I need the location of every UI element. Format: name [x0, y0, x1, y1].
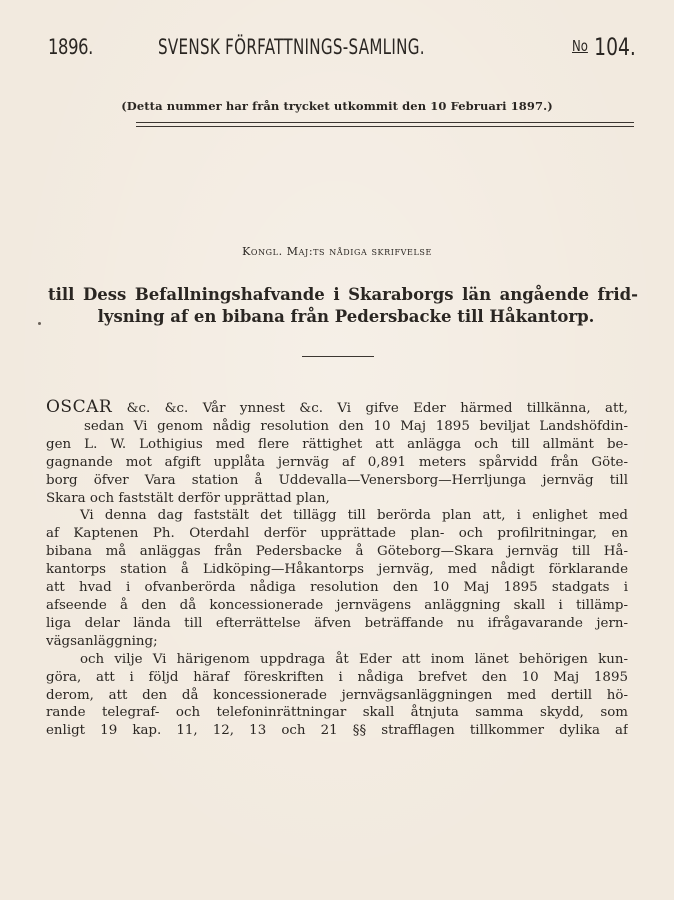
body-line: kantorps station å Lidköping—Håkantorps jernväg, med nådigt förklarande	[46, 562, 628, 578]
body-line: derom, att den då koncessionerade jernvägsanläggningen med dertill hö-	[46, 687, 628, 703]
body-line: sedan Vi genom nådig resolution den 10 Maj 1895 beviljat Landshöfdin-	[84, 418, 628, 434]
subject-line-1: till Dess Befallningshafvande i Skaraborgs län angående frid-	[48, 285, 638, 304]
body-text	[46, 399, 628, 740]
body-line: att hvad i ofvanberörda nådiga resolution den 10 Maj 1895 stadgats i	[46, 580, 628, 596]
body-line: gagnande mot afgift upplåta jernväg af 0,891 meters spårvidd från Göte-	[46, 454, 628, 470]
oscar-word: OSCAR	[46, 399, 113, 417]
body-line: borg öfver Vara station å Uddevalla—Venersborg—Herrljunga jernväg till	[46, 472, 628, 488]
body-line: af Kaptenen Ph. Oterdahl derför upprättade plan- och profilritningar, en	[46, 526, 628, 542]
subject-line-2: lysning af en bibana från Pedersbacke till Håkantorp.	[97, 307, 595, 326]
body-line: och vilje Vi härigenom uppdraga åt Eder att inom länet behörigen kun-	[80, 651, 628, 667]
running-header	[48, 33, 636, 69]
header-double-rule	[136, 122, 634, 127]
subject-heading	[48, 284, 638, 328]
print-note: (Detta nummer har från trycket utkommit den 10 Februari 1897.)	[121, 99, 553, 113]
body-line: rande telegraf- och telefoninrättningar skall åtnjuta samma skydd, som	[46, 705, 628, 721]
rescript-label: Kongl. Maj:ts nådiga skrifvelse	[242, 245, 432, 258]
header-year: 1896.	[48, 35, 93, 59]
body-line: bibana må anläggas från Pedersbacke å Göteborg—Skara jernväg till Hå-	[46, 544, 628, 560]
number-label: No	[572, 37, 589, 55]
body-line: göra, att i följd häraf föreskriften i nådiga brefvet den 10 Maj 1895	[46, 669, 628, 685]
body-line: enligt 19 kap. 11, 12, 13 och 21 §§ strafflagen tillkommer dylika af	[46, 723, 628, 739]
body-line: OSCAR &c. &c. Vår ynnest &c. Vi gifve Eder härmed tillkänna, att,	[46, 399, 628, 417]
body-line: liga delar lända till efterrättelse äfven beträffande nu ifrågavarande jern-	[46, 615, 628, 631]
body-line: gen L. W. Lothigius med flere rättighet att anlägga och till allmänt be-	[46, 436, 628, 452]
number-value: 104.	[594, 33, 636, 61]
body-line: vägsanläggning;	[46, 633, 158, 649]
header-title: SVENSK FÖRFATTNINGS-SAMLING.	[158, 35, 425, 59]
ink-speck	[38, 322, 41, 325]
header-number	[572, 33, 636, 61]
body-line: Vi denna dag faststält det tillägg till berörda plan att, i enlighet med	[80, 508, 628, 524]
body-line: afseende å den då koncessionerade jernvägens anläggning skall i tillämp-	[46, 597, 628, 613]
section-divider	[302, 356, 374, 357]
body-line: Skara och faststält derför upprättad plan,	[46, 490, 330, 506]
